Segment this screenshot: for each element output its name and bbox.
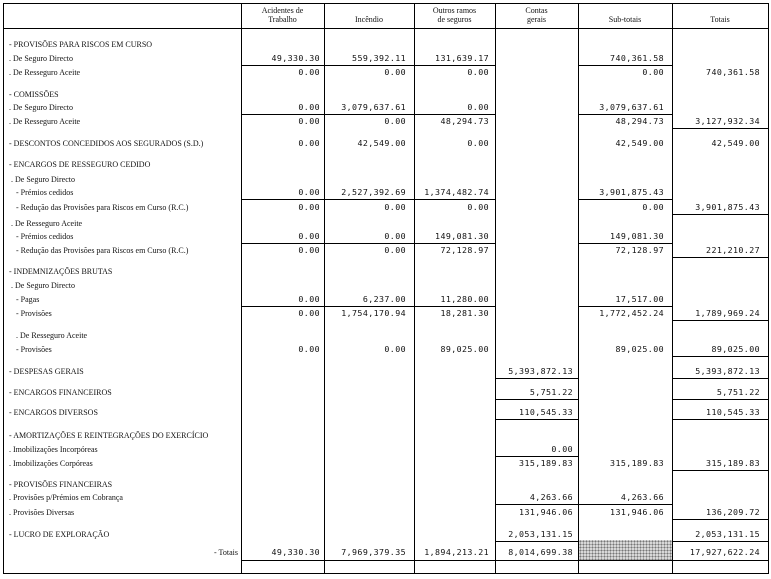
row-label: . De Seguro Directo	[9, 54, 73, 63]
table-cell: 89,025.00	[615, 344, 664, 354]
table-cell: 2,053,131.15	[695, 529, 760, 539]
underline	[414, 114, 495, 115]
table-cell: 42,549.00	[711, 138, 760, 148]
table-cell: 315,189.83	[706, 458, 760, 468]
table-cell: 0.00	[384, 67, 406, 77]
table-cell: 89,025.00	[711, 344, 760, 354]
table-cell: 0.00	[467, 67, 489, 77]
underline	[672, 419, 768, 420]
table-cell: 0.00	[298, 67, 320, 77]
header-outros-line1: Outros ramos	[432, 6, 477, 15]
underline	[672, 399, 768, 400]
table-cell: 0.00	[298, 231, 320, 241]
table-cell: 49,330.30	[271, 547, 320, 557]
row-label: . De Seguro Directo	[11, 175, 75, 184]
row-label: - PROVISÕES FINANCEIRAS	[9, 480, 113, 489]
column-divider	[241, 3, 242, 574]
underline	[241, 199, 324, 200]
table-cell: 11,280.00	[440, 294, 489, 304]
table-cell: 131,946.06	[610, 507, 664, 517]
table-cell: 7,969,379.35	[341, 547, 406, 557]
row-label: - Redução das Provisões para Riscos em Curso (R.C.)	[16, 203, 189, 212]
underline	[324, 199, 414, 200]
table-cell: 0.00	[384, 245, 406, 255]
row-label: . Imobilizações Corpóreas	[9, 459, 93, 468]
underline	[414, 243, 495, 244]
row-label: - Totais	[214, 548, 238, 557]
row-label: . De Seguro Directo	[9, 103, 73, 112]
underline	[578, 306, 672, 307]
table-cell: 0.00	[298, 245, 320, 255]
shaded-cell	[579, 540, 672, 560]
table-bottom-border	[3, 573, 769, 574]
row-label: . Provisões Diversas	[9, 508, 75, 517]
table-cell: 0.00	[298, 344, 320, 354]
table-cell: 315,189.83	[610, 458, 664, 468]
table-cell: 2,527,392.69	[341, 187, 406, 197]
table-cell: 110,545.33	[519, 407, 573, 417]
table-cell: 740,361.58	[706, 67, 760, 77]
header-sub-totais: Sub-totais	[608, 15, 642, 24]
table-cell: 8,014,699.38	[508, 547, 573, 557]
table-cell: 740,361.58	[610, 53, 664, 63]
table-cell: 5,393,872.13	[508, 366, 573, 376]
row-label: . De Resseguro Aceite	[9, 117, 81, 126]
header-bottom-border	[3, 28, 769, 29]
column-divider	[3, 3, 4, 574]
row-label: . Provisões p/Prémios em Cobrança	[9, 493, 123, 502]
table-cell: 1,754,170.94	[341, 308, 406, 318]
underline	[241, 243, 324, 244]
table-cell: 221,210.27	[706, 245, 760, 255]
row-label: . Imobilizações Incorpóreas	[9, 445, 98, 454]
table-cell: 0.00	[467, 202, 489, 212]
header-acidentes-line1: Acidentes de	[261, 6, 304, 15]
row-label: - DESCONTOS CONCEDIDOS AOS SEGURADOS (S.D.)	[9, 139, 204, 148]
table-cell: 5,751.22	[716, 387, 760, 397]
table-cell: 0.00	[384, 116, 406, 126]
underline	[324, 306, 414, 307]
underline	[495, 504, 578, 505]
row-label: - COMISSÕES	[9, 90, 59, 99]
header-outros-ramos	[414, 6, 495, 24]
table-cell: 4,263.66	[529, 492, 573, 502]
underline	[672, 470, 768, 471]
table-cell: 48,294.73	[615, 116, 664, 126]
table-cell: 3,079,637.61	[599, 102, 664, 112]
underline	[495, 419, 578, 420]
header-totais: Totais	[710, 15, 730, 24]
table-cell: 3,079,637.61	[341, 102, 406, 112]
underline	[324, 65, 414, 66]
underline	[324, 114, 414, 115]
header-contas-line1: Contas	[525, 6, 548, 15]
table-cell: 0.00	[298, 102, 320, 112]
row-label: . De Seguro Directo	[11, 281, 75, 290]
table-cell: 17,517.00	[615, 294, 664, 304]
row-label: . De Resseguro Aceite	[11, 219, 83, 228]
table-cell: 0.00	[642, 202, 664, 212]
row-label: - ENCARGOS DE RESSEGURO CEDIDO	[9, 160, 151, 169]
table-cell: 136,209.72	[706, 507, 760, 517]
underline	[414, 306, 495, 307]
table-cell: 3,127,932.34	[695, 116, 760, 126]
column-divider	[495, 3, 496, 574]
header-acidentes-line2: Trabalho	[268, 15, 297, 24]
row-label: - PROVISÕES PARA RISCOS EM CURSO	[9, 40, 153, 49]
underline	[578, 65, 672, 66]
underline	[414, 65, 495, 66]
table-cell: 0.00	[467, 102, 489, 112]
table-cell: 48,294.73	[440, 116, 489, 126]
table-cell: 1,789,969.24	[695, 308, 760, 318]
table-cell: 5,751.22	[529, 387, 573, 397]
table-top-border	[3, 3, 769, 4]
row-label: - AMORTIZAÇÕES E REINTEGRAÇÕES DO EXERCÍCIO	[9, 431, 209, 440]
row-label: . De Resseguro Aceite	[16, 331, 88, 340]
underline	[672, 257, 768, 258]
table-cell: 0.00	[467, 138, 489, 148]
underline	[672, 378, 768, 379]
column-divider	[672, 3, 673, 574]
table-cell: 3,901,875.43	[599, 187, 664, 197]
underline	[414, 199, 495, 200]
table-cell: 0.00	[384, 344, 406, 354]
table-cell: 0.00	[642, 67, 664, 77]
underline	[495, 541, 578, 542]
table-cell: 2,053,131.15	[508, 529, 573, 539]
table-cell: 0.00	[298, 116, 320, 126]
header-incendio: Incêndio	[355, 15, 383, 24]
row-label: - INDEMNIZAÇÕES BRUTAS	[9, 267, 113, 276]
underline	[578, 504, 672, 505]
table-cell: 72,128.97	[615, 245, 664, 255]
column-divider	[414, 3, 415, 574]
underline	[672, 356, 768, 357]
row-label: - Prémios cedidos	[16, 188, 74, 197]
table-cell: 110,545.33	[706, 407, 760, 417]
underline	[672, 320, 768, 321]
table-cell: 0.00	[298, 308, 320, 318]
table-cell: 149,081.30	[610, 231, 664, 241]
row-label: - ENCARGOS DIVERSOS	[9, 408, 98, 417]
totals-rule	[241, 560, 768, 561]
row-label: - Prémios cedidos	[16, 232, 74, 241]
table-cell: 1,374,482.74	[424, 187, 489, 197]
underline	[578, 243, 672, 244]
header-outros-line2: de seguros	[437, 15, 472, 24]
underline	[241, 65, 324, 66]
underline	[578, 199, 672, 200]
column-divider	[324, 3, 325, 574]
table-cell: 1,894,213.21	[424, 547, 489, 557]
table-cell: 559,392.11	[352, 53, 406, 63]
row-label: - DESPESAS GERAIS	[9, 367, 84, 376]
table-cell: 17,927,622.24	[689, 547, 760, 557]
row-label: - LUCRO DE EXPLORAÇÃO	[9, 530, 110, 539]
column-divider	[578, 3, 579, 574]
table-cell: 0.00	[298, 138, 320, 148]
row-label: . De Resseguro Aceite	[9, 68, 81, 77]
header-acidentes	[241, 6, 324, 24]
table-cell: 0.00	[298, 202, 320, 212]
table-cell: 5,393,872.13	[695, 366, 760, 376]
underline	[241, 114, 324, 115]
column-divider	[768, 3, 769, 574]
row-label: - Pagas	[16, 295, 40, 304]
table-cell: 72,128.97	[440, 245, 489, 255]
table-cell: 4,263.66	[620, 492, 664, 502]
underline	[672, 519, 768, 520]
underline	[241, 306, 324, 307]
table-cell: 131,946.06	[519, 507, 573, 517]
underline	[672, 128, 768, 129]
table-cell: 42,549.00	[615, 138, 664, 148]
table-cell: 42,549.00	[357, 138, 406, 148]
underline	[495, 456, 578, 457]
table-cell: 49,330.30	[271, 53, 320, 63]
table-cell: 149,081.30	[435, 231, 489, 241]
table-cell: 0.00	[298, 187, 320, 197]
table-cell: 18,281.30	[440, 308, 489, 318]
underline	[324, 243, 414, 244]
row-label: - Redução das Provisões para Riscos em Curso (R.C.)	[16, 246, 189, 255]
table-cell: 0.00	[384, 202, 406, 212]
underline	[578, 114, 672, 115]
table-cell: 89,025.00	[440, 344, 489, 354]
row-label: - Provisões	[16, 309, 52, 318]
underline	[495, 378, 578, 379]
header-contas-gerais	[495, 6, 578, 24]
row-label: - ENCARGOS FINANCEIROS	[9, 388, 112, 397]
table-cell: 3,901,875.43	[695, 202, 760, 212]
table-cell: 131,639.17	[435, 53, 489, 63]
table-cell: 0.00	[298, 294, 320, 304]
underline	[495, 399, 578, 400]
underline	[672, 541, 768, 542]
table-cell: 0.00	[551, 444, 573, 454]
header-contas-line2: gerais	[526, 15, 547, 24]
underline	[672, 214, 768, 215]
table-cell: 315,189.83	[519, 458, 573, 468]
table-cell: 6,237.00	[362, 294, 406, 304]
table-cell: 1,772,452.24	[599, 308, 664, 318]
row-label: - Provisões	[16, 345, 52, 354]
table-cell: 0.00	[384, 231, 406, 241]
